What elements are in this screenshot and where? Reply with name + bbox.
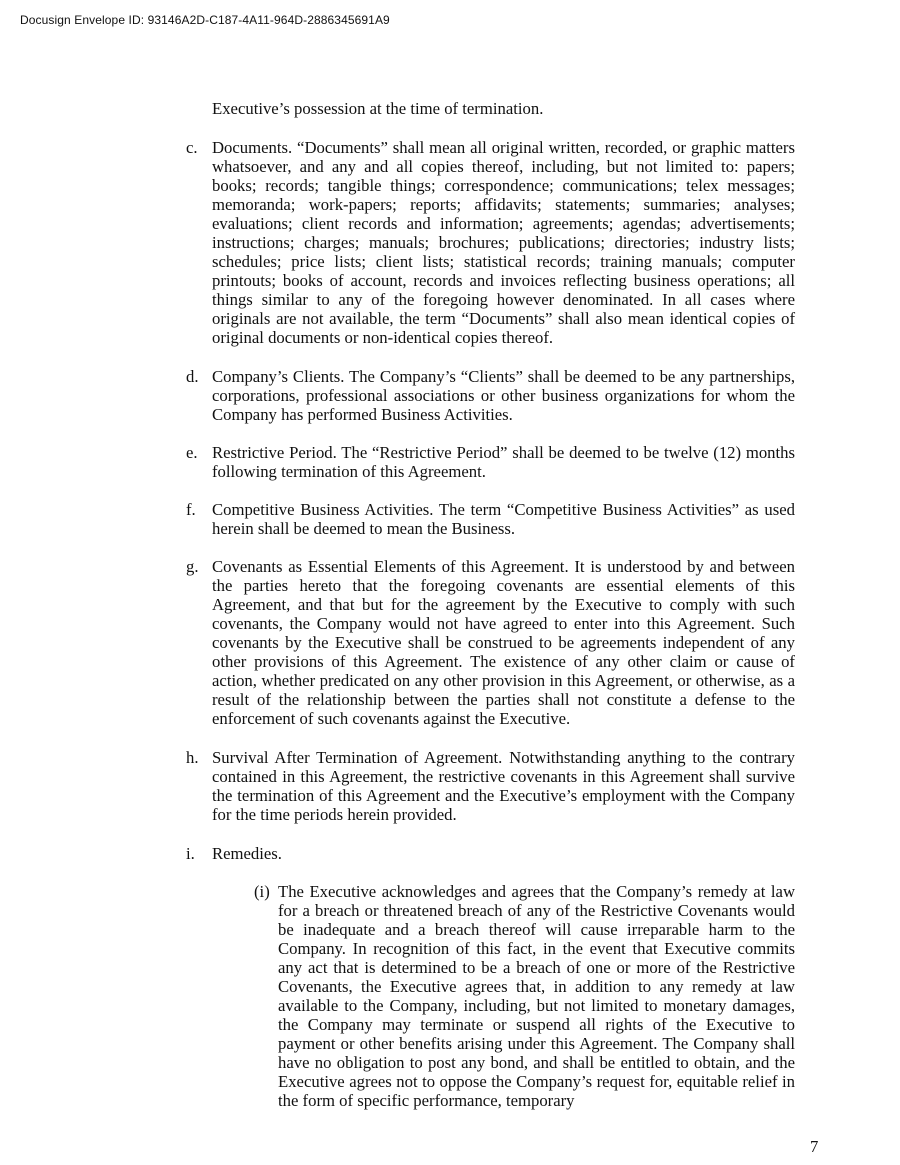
- item-text: Covenants as Essential Elements of this Agreement. It is understood by and between the parties hereto that the foregoing covenants are essential elements of this Agreement, and that but for the agreement by the Executive to comply with such covenants, the Company would not have agreed to enter into this Agreement. Such covenants by the Executive shall be construed to be agreements independent of any other provisions of this Agreement. The existence of any other claim or cause of action, whether predicated on any other provision in this Agreement, or otherwise, as a result of the relationship between the parties shall not constitute a defense to the enforcement of such covenants against the Executive.: [212, 557, 795, 728]
- item-text: Survival After Termination of Agreement. Notwithstanding anything to the contrary contained in this Agreement, the restrictive covenants in this Agreement shall survive the termination of this Agreement and the Executive’s employment with the Company for the time periods herein provided.: [212, 748, 795, 824]
- item-marker: f.: [186, 500, 196, 519]
- item-marker: d.: [186, 367, 199, 386]
- item-marker: h.: [186, 748, 199, 767]
- item-text: Competitive Business Activities. The term “Competitive Business Activities” as used herein shall be deemed to mean the Business.: [212, 500, 795, 538]
- page-number: 7: [810, 1137, 819, 1156]
- item-text: Restrictive Period. The “Restrictive Period” shall be deemed to be twelve (12) months following termination of this Agreement.: [212, 443, 795, 481]
- item-marker: c.: [186, 138, 198, 157]
- item-marker: e.: [186, 443, 198, 462]
- subitem-marker: (i): [254, 882, 270, 901]
- item-marker: g.: [186, 557, 199, 576]
- envelope-id-header: Docusign Envelope ID: 93146A2D-C187-4A11-964D-2886345691A9: [20, 13, 390, 27]
- item-text: Documents. “Documents” shall mean all original written, recorded, or graphic matters whatsoever, and any and all copies thereof, including, but not limited to: papers; books; records; tangible things; correspondence; communications; telex messages; memoranda; work-papers; reports; affidavits; statements; summaries; analyses; evaluations; client records and information; agreements; agendas; advertisements; instructions; charges; manuals; brochures; publications; directories; industry lists; schedules; price lists; client lists; statistical records; training manuals; computer printouts; books of account, records and invoices reflecting business operations; all things similar to any of the foregoing however denominated. In all cases where originals are not available, the term “Documents” shall also mean identical copies of original documents or non-identical copies thereof.: [212, 138, 795, 347]
- item-text: Remedies.: [212, 844, 282, 863]
- subitem-text: The Executive acknowledges and agrees that the Company’s remedy at law for a breach or threatened breach of any of the Restrictive Covenants would be inadequate and a breach thereof will cause irreparable harm to the Company. In recognition of this fact, in the event that Executive commits any act that is determined to be a breach of one or more of the Restrictive Covenants, the Executive agrees that, in addition to any remedy at law available to the Company, including, but not limited to monetary damages, the Company may terminate or suspend all rights of the Executive to payment or other benefits arising under this Agreement. The Company shall have no obligation to post any bond, and shall be entitled to obtain, and the Executive agrees not to oppose the Company’s request for, equitable relief in the form of specific performance, temporary: [278, 882, 795, 1110]
- continuation-text: Executive’s possession at the time of termination.: [212, 99, 544, 118]
- item-marker: i.: [186, 844, 195, 863]
- item-text: Company’s Clients. The Company’s “Clients” shall be deemed to be any partnerships, corporations, professional associations or other business organizations for whom the Company has performed Business Activities.: [212, 367, 795, 424]
